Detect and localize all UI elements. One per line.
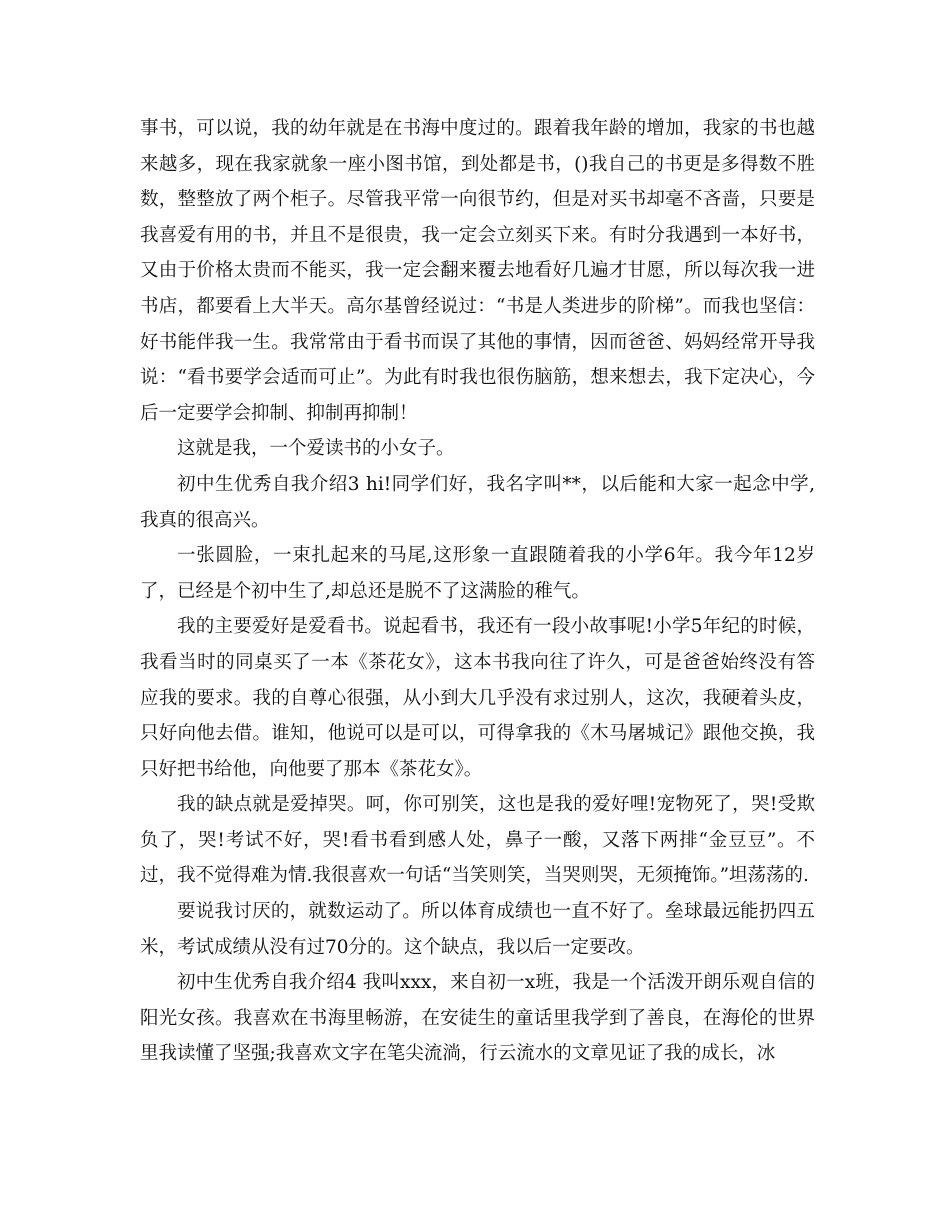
paragraph-8: 初中生优秀自我介绍4 我叫xxx，来自初一x班，我是一个活泼开朗乐观自信的阳光女孩。我喜欢在书海里畅游，在安徒生的童话里我学到了善良，在海伦的世界里我读懂了坚强;我喜欢文字在笔尖流淌，行云流水的文章见证了我的成长，冰 [140,972,815,1065]
paragraph-1: 事书，可以说，我的幼年就是在书海中度过的。跟着我年龄的增加，我家的书也越来越多，现在我家就象一座小图书馆，到处都是书，()我自己的书更是多得数不胜数，整整放了两个柜子。尽管我平常一向很节约，但是对买书却毫不吝啬，只要是我喜爱有用的书，并且不是很贵，我一定会立刻买下来。有时分我遇到一本好书，又由于价格太贵而不能买，我一定会翻来覆去地看好几遍才甘愿，所以每次我一进书店，都要看上大半天。高尔基曾经说过：“书是人类进步的阶梯”。而我也坚信：好书能伴我一生。我常常由于看书而误了其他的事情，因而爸爸、妈妈经常开导我说：“看书要学会适而可止”。为此有时我也很伤脑筋，想来想去，我下定决心，今后一定要学会抑制、抑制再抑制！ [140,118,815,424]
paragraph-4: 一张圆脸，一束扎起来的马尾,这形象一直跟随着我的小学6年。我今年12岁了，已经是个初中生了,却总还是脱不了这满脸的稚气。 [140,545,815,602]
paragraph-7: 要说我讨厌的，就数运动了。所以体育成绩也一直不好了。垒球最远能扔四五米，考试成绩从没有过70分的。这个缺点，我以后一定要改。 [140,901,815,958]
paragraph-3: 初中生优秀自我介绍3 hi!同学们好，我名字叫**，以后能和大家一起念中学,我真的很高兴。 [140,473,815,531]
paragraph-5: 我的主要爱好是爱看书。说起看书，我还有一段小故事呢!小学5年纪的时候，我看当时的同桌买了一本《茶花女》，这本书我向往了许久，可是爸爸始终没有答应我的要求。我的自尊心很强，从小到大几乎没有求过别人，这次，我硬着头皮，只好向他去借。谁知，他说可以是可以，可得拿我的《木马屠城记》跟他交换，我只好把书给他，向他要了那本《茶花女》。 [140,616,815,780]
paragraph-2: 这就是我，一个爱读书的小女子。 [177,438,455,460]
paragraph-6: 我的缺点就是爱掉哭。呵，你可别笑，这也是我的爱好哩!宠物死了，哭!受欺负了，哭!考试不好，哭!看书看到感人处，鼻子一酸，又落下两排“金豆豆”。不过，我不觉得难为情.我很喜欢一句话“当笑则笑，当哭则哭，无须掩饰。”坦荡荡的. [140,794,815,887]
document-body [140,111,815,1072]
